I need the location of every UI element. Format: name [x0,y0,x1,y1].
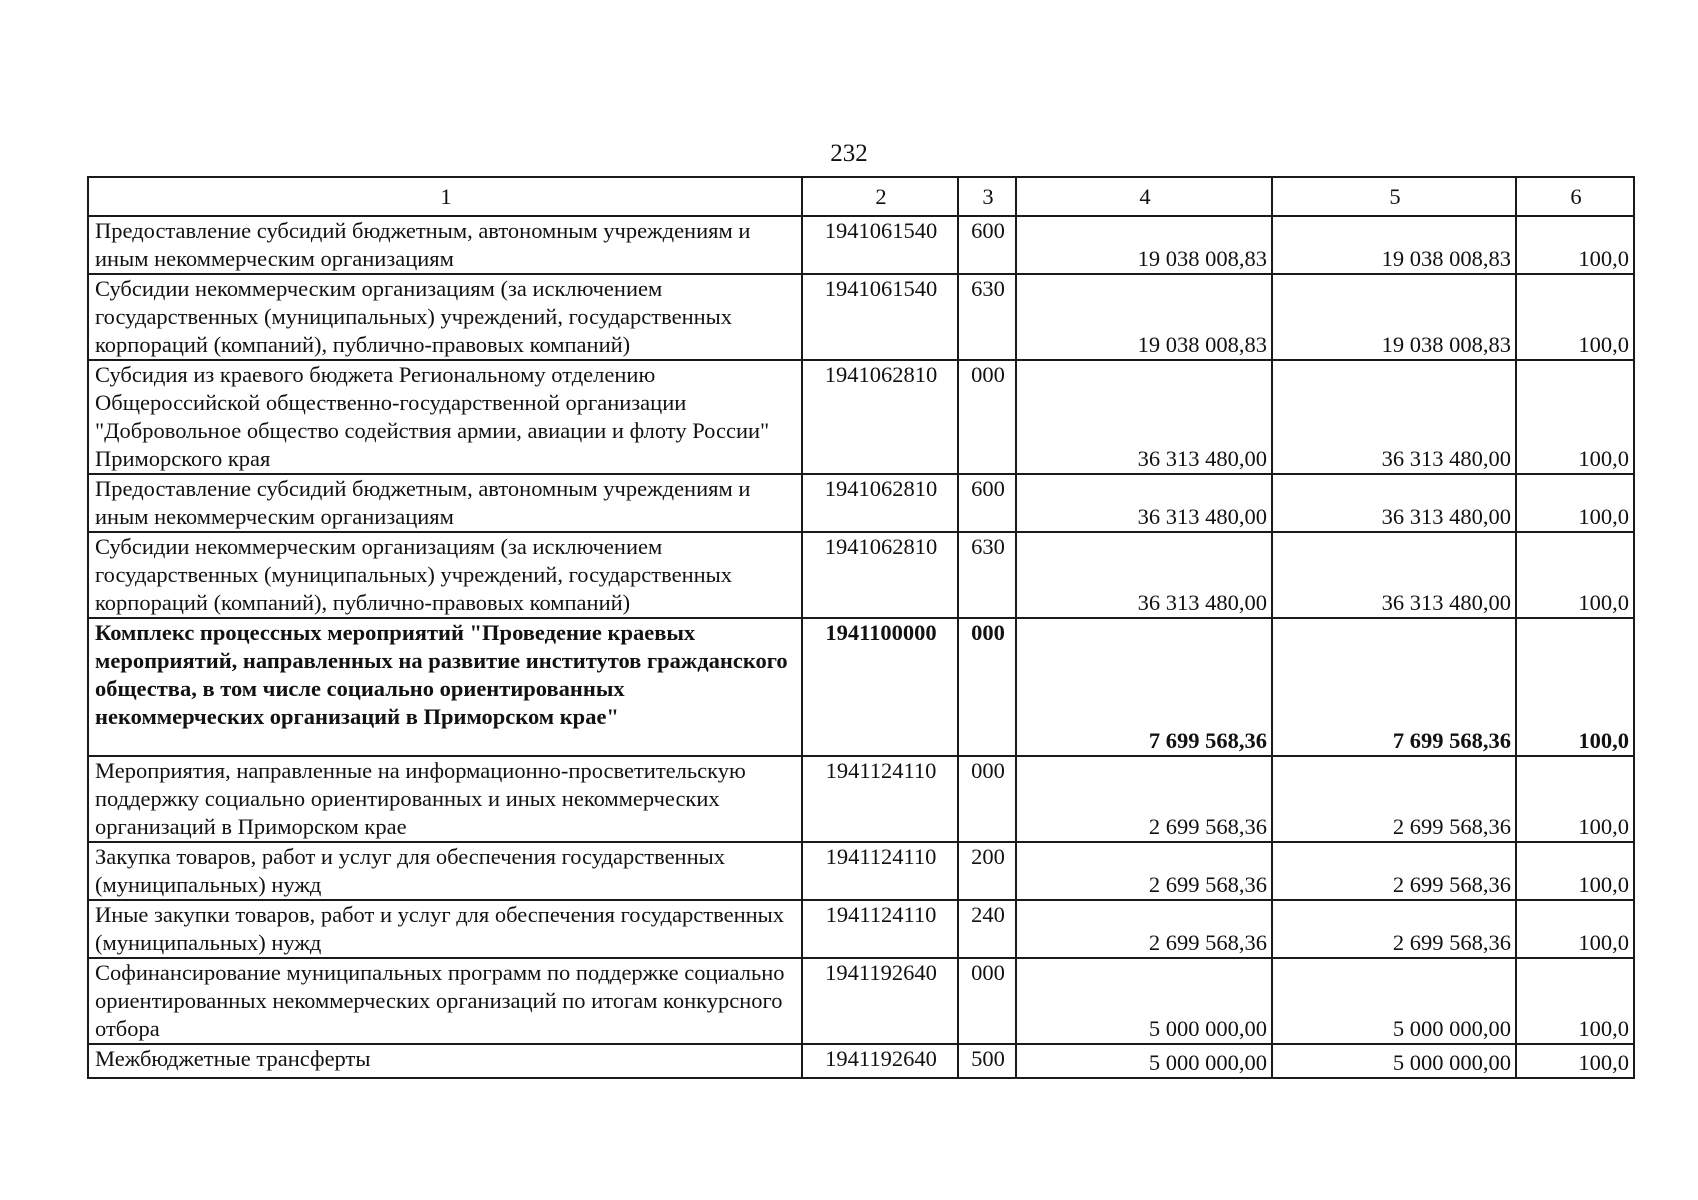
row-code-cell: 1941192640 [802,958,958,1044]
row-plan-amount: 36 313 480,00 [1016,532,1272,618]
row-percent: 100,0 [1516,900,1634,958]
column-header: 6 [1516,177,1634,216]
column-header: 2 [802,177,958,216]
row-actual-amount: 19 038 008,83 [1272,216,1516,274]
row-code-cell: 1941062810 [802,474,958,532]
row-code-cell: 1941061540 [802,274,958,360]
row-name-cell: Предоставление субсидий бюджетным, автономным учреждениям и иным некоммерческим организациям [88,474,802,532]
row-type-cell: 000 [958,618,1016,756]
column-header: 3 [958,177,1016,216]
row-plan-amount: 19 038 008,83 [1016,274,1272,360]
row-actual-amount: 2 699 568,36 [1272,756,1516,842]
row-type-cell: 630 [958,274,1016,360]
row-percent: 100,0 [1516,842,1634,900]
row-code-cell: 1941061540 [802,216,958,274]
row-type-cell: 630 [958,532,1016,618]
column-header: 4 [1016,177,1272,216]
row-code-cell: 1941062810 [802,532,958,618]
table-row [88,900,1634,958]
page-number: 232 [830,140,868,167]
row-actual-amount: 5 000 000,00 [1272,1044,1516,1078]
column-header: 5 [1272,177,1516,216]
table-row [88,274,1634,360]
row-name-cell: Субсидии некоммерческим организациям (за исключением государственных (муниципальных) учреждений, государственных корпораций (компаний), публично-правовых компаний) [88,532,802,618]
row-percent: 100,0 [1516,958,1634,1044]
row-name-cell: Мероприятия, направленные на информационно-просветительскую поддержку социально ориентированных и иных некоммерческих организаций в Приморском крае [88,756,802,842]
row-name-cell: Закупка товаров, работ и услуг для обеспечения государственных (муниципальных) нужд [88,842,802,900]
row-plan-amount: 5 000 000,00 [1016,958,1272,1044]
row-type-cell: 000 [958,756,1016,842]
row-actual-amount: 36 313 480,00 [1272,474,1516,532]
row-percent: 100,0 [1516,756,1634,842]
row-plan-amount: 2 699 568,36 [1016,900,1272,958]
row-code-cell: 1941124110 [802,900,958,958]
row-name-cell: Межбюджетные трансферты [88,1044,802,1078]
table-row [88,756,1634,842]
table-row [88,216,1634,274]
row-actual-amount: 36 313 480,00 [1272,360,1516,474]
row-percent: 100,0 [1516,216,1634,274]
table-row [88,618,1634,756]
row-plan-amount: 19 038 008,83 [1016,216,1272,274]
row-name-cell: Субсидия из краевого бюджета Региональному отделению Общероссийской общественно-государственной организации "Добровольное общество содействия армии, авиации и флоту России" Приморского края [88,360,802,474]
table-body [88,216,1634,1078]
row-type-cell: 200 [958,842,1016,900]
row-code-cell: 1941192640 [802,1044,958,1078]
row-percent: 100,0 [1516,618,1634,756]
table-row [88,958,1634,1044]
row-type-cell: 600 [958,474,1016,532]
row-code-cell: 1941124110 [802,842,958,900]
row-name-cell: Комплекс процессных мероприятий "Проведение краевых мероприятий, направленных на развитие институтов гражданского общества, в том числе социально ориентированных некоммерческих организаций в Приморском крае" [88,618,802,756]
row-actual-amount: 7 699 568,36 [1272,618,1516,756]
table-header-row [88,177,1634,216]
table-row [88,842,1634,900]
row-code-cell: 1941062810 [802,360,958,474]
table-row [88,474,1634,532]
table-row [88,532,1634,618]
row-plan-amount: 36 313 480,00 [1016,360,1272,474]
row-actual-amount: 2 699 568,36 [1272,842,1516,900]
row-name-cell: Субсидии некоммерческим организациям (за исключением государственных (муниципальных) учреждений, государственных корпораций (компаний), публично-правовых компаний) [88,274,802,360]
table-row [88,1044,1634,1078]
table-row [88,360,1634,474]
row-plan-amount: 5 000 000,00 [1016,1044,1272,1078]
row-percent: 100,0 [1516,474,1634,532]
row-percent: 100,0 [1516,360,1634,474]
row-name-cell: Предоставление субсидий бюджетным, автономным учреждениям и иным некоммерческим организациям [88,216,802,274]
row-code-cell: 1941124110 [802,756,958,842]
row-plan-amount: 7 699 568,36 [1016,618,1272,756]
column-header: 1 [88,177,802,216]
row-percent: 100,0 [1516,1044,1634,1078]
row-actual-amount: 2 699 568,36 [1272,900,1516,958]
row-type-cell: 600 [958,216,1016,274]
row-type-cell: 000 [958,958,1016,1044]
row-type-cell: 240 [958,900,1016,958]
row-code-cell: 1941100000 [802,618,958,756]
row-type-cell: 000 [958,360,1016,474]
row-name-cell: Софинансирование муниципальных программ по поддержке социально ориентированных некоммерческих организаций по итогам конкурсного отбора [88,958,802,1044]
row-actual-amount: 19 038 008,83 [1272,274,1516,360]
row-percent: 100,0 [1516,532,1634,618]
row-percent: 100,0 [1516,274,1634,360]
row-plan-amount: 2 699 568,36 [1016,756,1272,842]
row-plan-amount: 2 699 568,36 [1016,842,1272,900]
row-type-cell: 500 [958,1044,1016,1078]
row-actual-amount: 5 000 000,00 [1272,958,1516,1044]
budget-table [87,176,1635,1079]
row-name-cell: Иные закупки товаров, работ и услуг для обеспечения государственных (муниципальных) нужд [88,900,802,958]
row-actual-amount: 36 313 480,00 [1272,532,1516,618]
row-plan-amount: 36 313 480,00 [1016,474,1272,532]
